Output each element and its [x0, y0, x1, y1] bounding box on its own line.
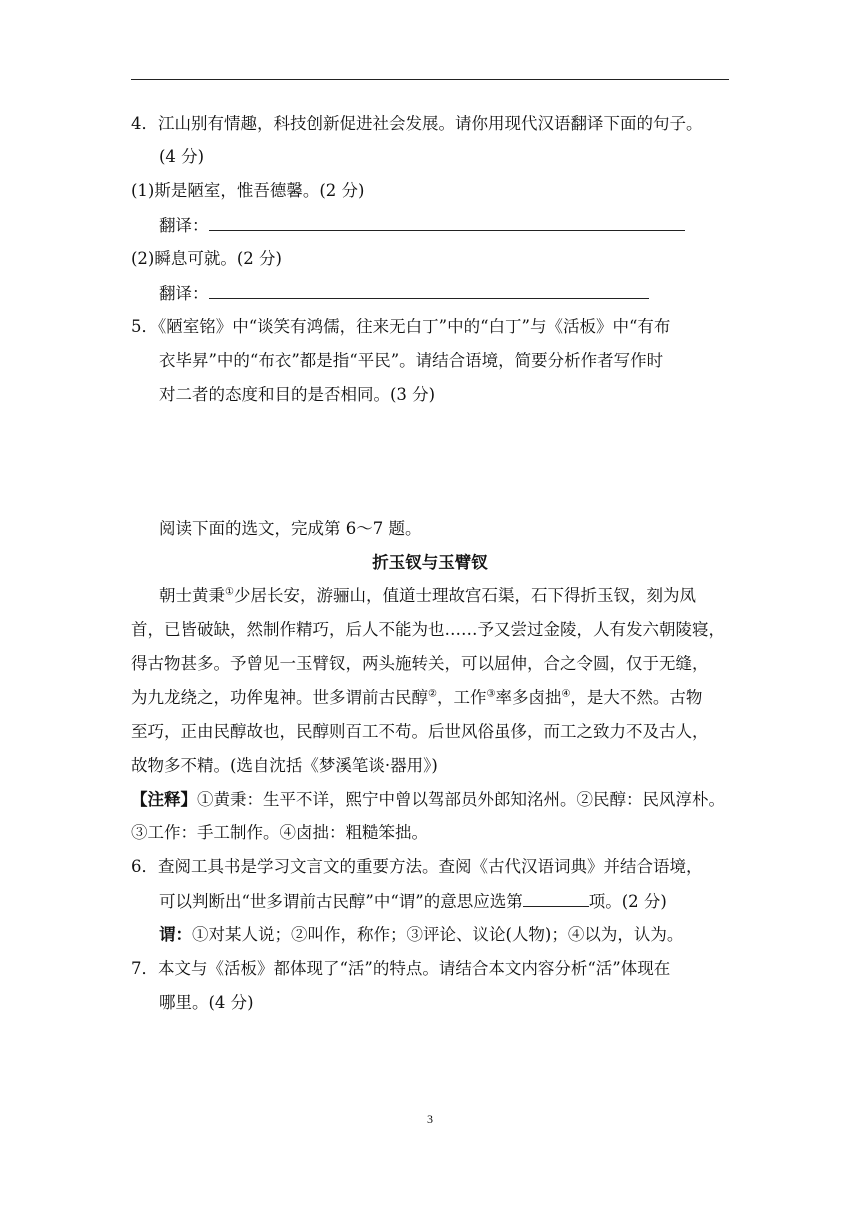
q5-line1: 5．《陋室铭》中“谈笑有鸿儒，往来无白丁”中的“白丁”与《活板》中“有布: [131, 317, 671, 336]
q4-stem-line2: (4 分): [159, 147, 205, 166]
footnote-marker-3: ③: [486, 688, 496, 700]
passage-line3: 得古物甚多。予曾见一玉臂钗，两头施转关，可以屈伸，合之令圆，仅于无缝，: [131, 654, 709, 673]
q7-line1: 7．本文与《活板》都体现了“活”的特点。请结合本文内容分析“活”体现在: [131, 959, 671, 978]
header-rule: [131, 79, 729, 80]
notes-line1: 【注释】①黄秉：生平不详，熙宁中曾以驾部员外郎知洺州。②民醇：民风淳朴。: [131, 790, 725, 809]
footnote-marker-2: ②: [428, 688, 437, 700]
page-number: 3: [427, 1112, 433, 1126]
q6-line1: 6．查阅工具书是学习文言文的重要方法。查阅《古代汉语词典》并结合语境，: [131, 857, 703, 876]
notes-label: 【注释】: [131, 790, 197, 809]
q4-stem-line1: 4．江山别有情趣，科技创新促进社会发展。请你用现代汉语翻译下面的句子。: [131, 114, 703, 133]
q6-line2: 可以判断出“世多谓前古民醇”中“谓”的意思应选第 项。(2 分): [159, 892, 667, 911]
q4-sub2: (2)瞬息可就。(2 分): [131, 249, 282, 268]
passage-title: 折玉钗与玉臂钗: [372, 553, 488, 572]
footnote-marker-1: ①: [225, 586, 234, 598]
q4-answer-row-1: [159, 214, 685, 237]
q5-line2: 衣毕昇”中的“布衣”都是指“平民”。请结合语境，简要分析作者写作时: [159, 351, 664, 370]
passage-line2: 首，已皆破缺，然制作精巧，后人不能为也……予又尝过金陵，人有发六朝陵寝，: [131, 620, 725, 639]
notes-line2: ③工作：手工制作。④卤拙：粗糙笨拙。: [131, 823, 428, 842]
definition-label: 谓：: [159, 925, 192, 944]
footnote-marker-4: ④: [561, 688, 571, 700]
q5-line3: 对二者的态度和目的是否相同。(3 分): [159, 385, 436, 404]
passage-line1: 朝士黄秉①少居长安，游骊山，值道士理故宫石渠，石下得折玉钗，刻为凤: [159, 586, 696, 605]
translate-label: 翻译：: [159, 284, 209, 303]
q4-answer-row-2: [159, 282, 649, 305]
translate-label: 翻译：: [159, 216, 209, 235]
passage-line5: 至巧，正由民醇故也，民醇则百工不苟。后世风俗虽侈，而工之致力不及古人，: [131, 722, 709, 741]
q6-definitions: 谓：①对某人说；②叫作，称作；③评论、议论(人物)；④以为，认为。: [159, 925, 684, 944]
q6-answer-blank[interactable]: [523, 890, 589, 907]
reading-intro: 阅读下面的选文，完成第 6～7 题。: [159, 519, 422, 538]
answer-blank-1[interactable]: [209, 214, 685, 231]
q4-sub1: (1)斯是陋室，惟吾德馨。(2 分): [131, 181, 365, 200]
passage-line6: 故物多不精。(选自沈括《梦溪笔谈·器用》): [131, 756, 438, 775]
q7-line2: 哪里。(4 分): [159, 993, 254, 1012]
passage-line4: 为九龙绕之，功侔鬼神。世多谓前古民醇②，工作③率多卤拙④，是大不然。古物: [131, 688, 703, 707]
answer-blank-2[interactable]: [209, 282, 649, 299]
